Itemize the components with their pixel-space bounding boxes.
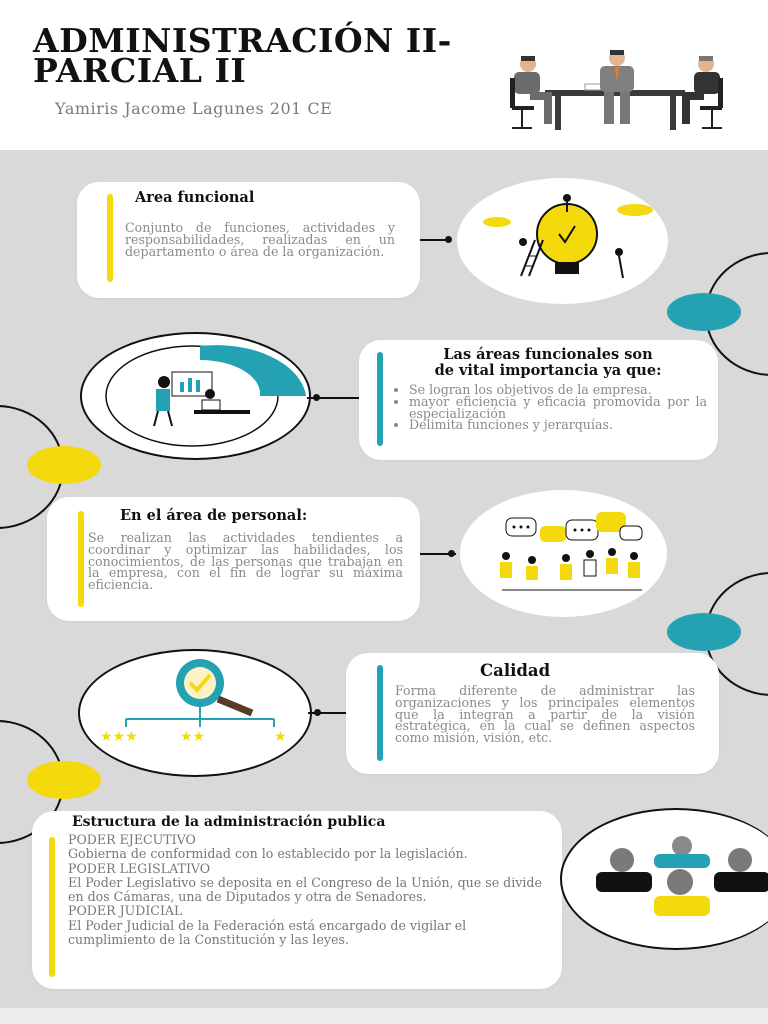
card-importancia (359, 340, 718, 460)
connector-dot (313, 394, 320, 401)
section-title-line-2: de vital importancia ya que: (434, 362, 662, 379)
accent-bar (78, 511, 84, 607)
page-title (33, 21, 452, 90)
card-estructura (32, 811, 562, 989)
title-line-2: PARCIAL II (33, 51, 247, 90)
section-title: Area funcional (135, 189, 255, 206)
list-item: • Delimita funciones y jerarquías. (409, 419, 707, 431)
decorative-teal-dot-right-1 (667, 293, 741, 331)
section-text: Se realizan las actividades tendientes a coordinar y optimizar las habilidades, los conocimientos, de las personas que trabajan en la empresa, con el fin de lograr su máxima eficiencia. (88, 530, 403, 593)
connector-dot (448, 550, 455, 557)
accent-bar (107, 194, 113, 282)
lightbulb-teamwork-illustration (459, 180, 666, 302)
connector-dot (314, 709, 321, 716)
people-group-illustration (562, 810, 768, 948)
poder-ejecutivo-text: Gobierna de conformidad con lo establecido por la legislación. (68, 846, 468, 862)
section-text: Forma diferente de administrar las organizaciones y los principales elementos que la integran a partir de la visión estratégica, en la cual se definen aspectos como misión, visión, etc. (395, 683, 695, 746)
section-title-line-1: Las áreas funcionales son (443, 346, 653, 363)
footer-strip (0, 1008, 768, 1024)
decorative-teal-dot-right-2 (667, 613, 741, 651)
card-area-funcional (77, 182, 420, 298)
list-item: • Se logran los objetivos de la empresa. (409, 384, 707, 396)
section-title: Estructura de la administración publica (72, 814, 386, 830)
svg-text:★★: ★★ (180, 729, 206, 745)
connector-dot (445, 236, 452, 243)
poder-legislativo-text: El Poder Legislativo se deposita en el Congreso de la Unión, que se divide en dos Cámaras, una de Diputados y otra de Senadores. (68, 874, 542, 905)
dashboard-illustration-circle (80, 332, 311, 460)
quality-illustration-circle (78, 649, 312, 777)
accent-bar (377, 665, 383, 761)
analytics-dashboard-illustration (82, 334, 309, 458)
header (0, 0, 768, 150)
lightbulb-illustration-circle (457, 178, 668, 304)
author-name: Yamiris Jacome Lagunes 201 CE (55, 99, 333, 118)
poder-judicial-text: El Poder Judicial de la Federación está encargado de vigilar el cumplimiento de la Constitución y las leyes. (68, 917, 467, 948)
svg-text:★: ★ (274, 729, 287, 745)
section-title: Calidad (480, 661, 551, 680)
chat-illustration-circle (460, 490, 667, 617)
people-illustration-circle (560, 808, 768, 950)
business-meeting-illustration (500, 48, 735, 134)
list-item: • mayor eficiencia y eficacia promovida por la especialización (409, 396, 707, 420)
section-title (403, 347, 693, 379)
quality-rating-illustration (80, 651, 310, 775)
team-chat-illustration (462, 492, 665, 615)
section-title: En el área de personal: (120, 507, 308, 524)
accent-bar (49, 837, 55, 977)
title-line-1: ADMINISTRACIÓN II- (33, 21, 452, 60)
svg-text:★★★: ★★★ (100, 729, 138, 745)
card-calidad (346, 653, 719, 774)
poder-legislativo-heading: PODER LEGISLATIVO (68, 860, 211, 876)
importancia-list (397, 384, 707, 431)
poder-judicial-heading: PODER JUDICIAL (68, 903, 183, 919)
poder-ejecutivo-heading: PODER EJECUTIVO (68, 832, 196, 847)
card-personal (47, 497, 420, 621)
estructura-text (68, 833, 546, 947)
section-text: Conjunto de funciones, actividades y responsabilidades, realizadas en un departamento o área de la organización. (125, 220, 395, 259)
accent-bar (377, 352, 383, 446)
